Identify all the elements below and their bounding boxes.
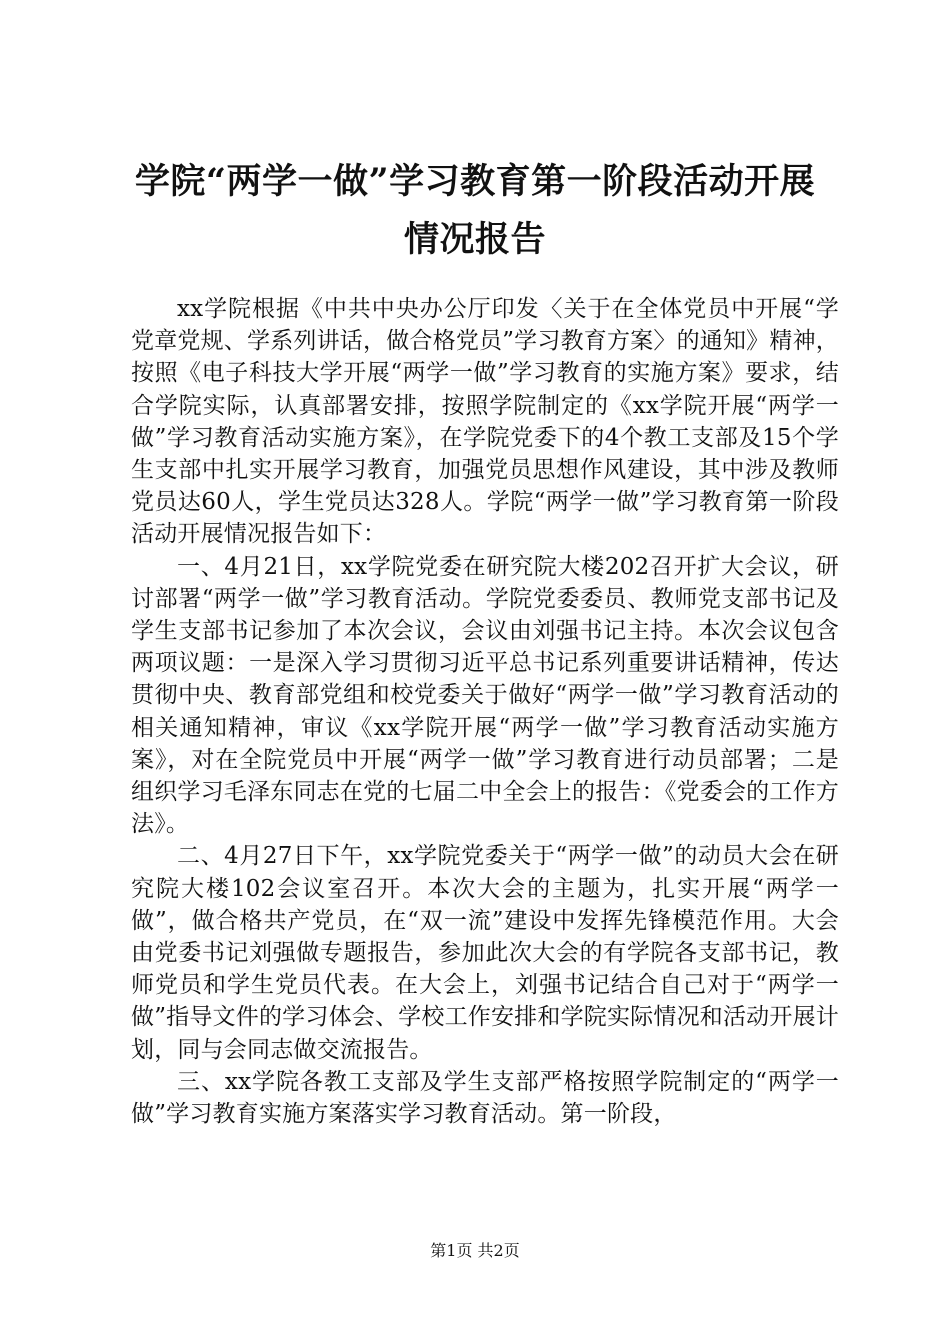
paragraph-section-2: 二、4月27日下午，xx学院党委关于“两学一做”的动员大会在研究院大楼102会议室召开。本次大会的主题为，扎实开展“两学一做”，做合格共产党员，在“双一流”建设中发挥先锋模范作用。大会由党委书记刘强做专题报告，参加此次大会的有学院各支部书记，教师党员和学生党员代表。在大会上，刘强书记结合自己对于“两学一做”指导文件的学习体会、学校工作安排和学院实际情况和活动开展计划，同与会同志做交流报告。 — [131, 843, 839, 1063]
document-title-line-1: 学院“两学一做”学习教育第一阶段活动开展 — [134, 161, 816, 202]
paragraph-intro: xx学院根据《中共中央办公厅印发〈关于在全体党员中开展“学党章党规、学系列讲话，做合格党员”学习教育方案〉的通知》精神，按照《电子科技大学开展“两学一做”学习教育的实施方案》要求，结合学院实际，认真部署安排，按照学院制定的《xx学院开展“两学一做”学习教育活动实施方案》，在学院党委下的4个教工支部及15个学生支部中扎实开展学习教育，加强党员思想作风建设，其中涉及教师党员达60人，学生党员达328人。学院“两学一做”学习教育第一阶段活动开展情况报告如下： — [131, 296, 839, 548]
paragraph-section-1: 一、4月21日，xx学院党委在研究院大楼202召开扩大会议，研讨部署“两学一做”学习教育活动。学院党委委员、教师党支部书记及学生支部书记参加了本次会议，会议由刘强书记主持。本次会议包含两项议题：一是深入学习贯彻习近平总书记系列重要讲话精神，传达贯彻中央、教育部党组和校党委关于做好“两学一做”学习教育活动的相关通知精神，审议《xx学院开展“两学一做”学习教育活动实施方案》，对在全院党员中开展“两学一做”学习教育进行动员部署；二是组织学习毛泽东同志在党的七届二中全会上的报告：《党委会的工作方法》。 — [131, 553, 839, 838]
paragraph-section-3: 三、xx学院各教工支部及学生支部严格按照学院制定的“两学一做”学习教育实施方案落实学习教育活动。第一阶段， — [131, 1068, 839, 1128]
document-title-line-2: 情况报告 — [403, 219, 546, 260]
page-number-footer: 第1页 共2页 — [430, 1241, 520, 1260]
document-body — [131, 293, 839, 1130]
